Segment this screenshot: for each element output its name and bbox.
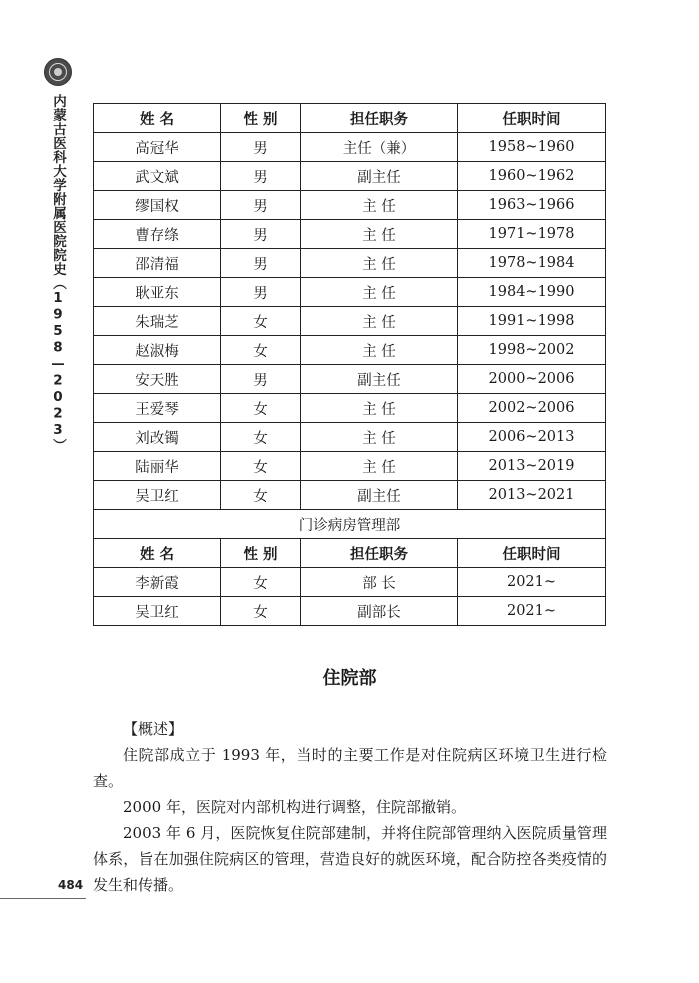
table-row [94, 597, 606, 626]
cell-sex: 女 [221, 394, 301, 423]
cell-sex: 男 [221, 133, 301, 162]
cell-sex: 男 [221, 278, 301, 307]
cell-name: 王爱琴 [94, 394, 221, 423]
paragraph: 2000 年，医院对内部机构进行调整，住院部撤销。 [123, 798, 466, 816]
header-sex: 性 别 [221, 104, 301, 133]
cell-sex: 男 [221, 220, 301, 249]
subsection-title: 门诊病房管理部 [94, 510, 606, 539]
cell-term: 2006~2013 [458, 423, 606, 452]
header-sex: 性 别 [221, 539, 301, 568]
table-body [94, 133, 606, 510]
cell-name: 吴卫红 [94, 597, 221, 626]
cell-post: 副主任 [301, 365, 458, 394]
cell-post: 主 任 [301, 249, 458, 278]
subsection-table-body [94, 568, 606, 626]
cell-term: 2002~2006 [458, 394, 606, 423]
cell-term: 1960~1962 [458, 162, 606, 191]
header-term: 任职时间 [458, 104, 606, 133]
section-heading: 住院部 [322, 668, 377, 689]
cell-term: 1958~1960 [458, 133, 606, 162]
section-body [93, 716, 607, 898]
table-row [94, 220, 606, 249]
cell-term: 2021~ [458, 597, 606, 626]
cell-post: 主 任 [301, 452, 458, 481]
cell-term: 1963~1966 [458, 191, 606, 220]
cell-sex: 女 [221, 481, 301, 510]
cell-sex: 男 [221, 162, 301, 191]
cell-post: 主 任 [301, 191, 458, 220]
table-row [94, 481, 606, 510]
table-row [94, 133, 606, 162]
cell-name: 安天胜 [94, 365, 221, 394]
cell-sex: 男 [221, 365, 301, 394]
cell-sex: 女 [221, 597, 301, 626]
cell-post: 主 任 [301, 394, 458, 423]
cell-term: 1984~1990 [458, 278, 606, 307]
director-table [93, 103, 606, 626]
table-row [94, 249, 606, 278]
table-row [94, 278, 606, 307]
page-number-rule [0, 898, 86, 899]
cell-name: 高冠华 [94, 133, 221, 162]
header-post: 担任职务 [301, 539, 458, 568]
cell-term: 2013~2019 [458, 452, 606, 481]
table-header-row [94, 539, 606, 568]
cell-term: 1998~2002 [458, 336, 606, 365]
cell-term: 1991~1998 [458, 307, 606, 336]
table-row [94, 307, 606, 336]
cell-post: 副主任 [301, 481, 458, 510]
cell-name: 赵淑梅 [94, 336, 221, 365]
cell-post: 主 任 [301, 220, 458, 249]
cell-name: 吴卫红 [94, 481, 221, 510]
cell-term: 2000~2006 [458, 365, 606, 394]
cell-sex: 女 [221, 568, 301, 597]
cell-post: 主 任 [301, 307, 458, 336]
table-row [94, 568, 606, 597]
table-header-row [94, 104, 606, 133]
table-row [94, 423, 606, 452]
cell-post: 主 任 [301, 423, 458, 452]
cell-name: 曹存绦 [94, 220, 221, 249]
book-title: 内蒙古医科大学附属医院院史（1958—2023） [50, 94, 66, 453]
table-row [94, 365, 606, 394]
cell-sex: 男 [221, 191, 301, 220]
cell-post: 副主任 [301, 162, 458, 191]
cell-post: 主 任 [301, 336, 458, 365]
header-post: 担任职务 [301, 104, 458, 133]
university-seal-icon [44, 58, 72, 86]
cell-name: 李新霞 [94, 568, 221, 597]
paragraph: 住院部成立于 1993 年，当时的主要工作是对住院病区环境卫生进行检查。 [93, 746, 607, 790]
cell-name: 陆丽华 [94, 452, 221, 481]
cell-name: 缪国权 [94, 191, 221, 220]
header-name: 姓 名 [94, 104, 221, 133]
cell-term: 2013~2021 [458, 481, 606, 510]
cell-name: 刘改镯 [94, 423, 221, 452]
page-number: 484 [58, 878, 84, 892]
cell-sex: 女 [221, 307, 301, 336]
table-row [94, 394, 606, 423]
cell-name: 耿亚东 [94, 278, 221, 307]
subsection-row [94, 510, 606, 539]
subheading: 【概述】 [123, 720, 184, 738]
header-term: 任职时间 [458, 539, 606, 568]
table-row [94, 452, 606, 481]
cell-sex: 女 [221, 423, 301, 452]
cell-post: 主任（兼） [301, 133, 458, 162]
paragraph: 2003 年 6 月，医院恢复住院部建制，并将住院部管理纳入医院质量管理体系，旨在加强住院病区的管理，营造良好的就医环境，配合防控各类疫情的发生和传播。 [93, 824, 607, 894]
cell-name: 邵清福 [94, 249, 221, 278]
cell-term: 2021~ [458, 568, 606, 597]
cell-term: 1978~1984 [458, 249, 606, 278]
cell-term: 1971~1978 [458, 220, 606, 249]
cell-post: 副部长 [301, 597, 458, 626]
table-row [94, 191, 606, 220]
cell-sex: 女 [221, 452, 301, 481]
cell-name: 武文斌 [94, 162, 221, 191]
cell-post: 主 任 [301, 278, 458, 307]
table-row [94, 336, 606, 365]
cell-post: 部 长 [301, 568, 458, 597]
cell-name: 朱瑞芝 [94, 307, 221, 336]
table-row [94, 162, 606, 191]
cell-sex: 男 [221, 249, 301, 278]
cell-sex: 女 [221, 336, 301, 365]
header-name: 姓 名 [94, 539, 221, 568]
